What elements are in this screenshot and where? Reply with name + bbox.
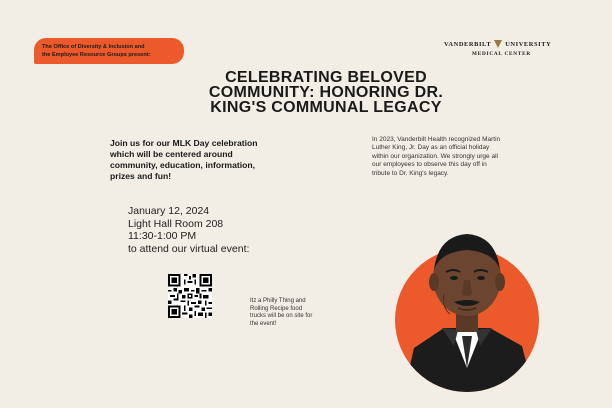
side-line-3: within our organization. We strongly urge all [372, 152, 498, 160]
food-line-2: Rolling Recipe food [250, 305, 303, 312]
title-line-1: CELEBRATING BELOVED [225, 69, 427, 86]
title-line-2: COMMUNITY: HONORING DR. [208, 84, 444, 101]
vanderbilt-logo [444, 40, 564, 64]
side-line-4: our employees to observe this day off in [372, 161, 487, 169]
title-line-3: KING'S COMMUNAL LEGACY [210, 99, 442, 116]
vanderbilt-v-icon [494, 40, 502, 48]
logo-subtitle: MEDICAL CENTER [472, 51, 531, 57]
side-line-2: Luther King, Jr. Day as an official holiday [372, 144, 490, 152]
food-line-3: trucks will be on site for [250, 313, 313, 320]
logo-left-word: VANDERBILT [444, 40, 492, 48]
side-line-1: In 2023, Vanderbilt Health recognized Martin [372, 136, 501, 143]
badge-line-1: The Office of Diversity & Inclusion and [42, 44, 145, 50]
page-title [196, 70, 456, 115]
intro-text [110, 138, 300, 182]
food-line-4: the event! [250, 320, 277, 327]
event-date: January 12, 2024 [128, 205, 210, 217]
event-details [128, 205, 328, 255]
intro-line-2: which will be centered around [110, 149, 233, 159]
food-line-1: Itz a Philly Thing and [250, 298, 306, 304]
presenter-badge [34, 38, 184, 64]
logo-right-word: UNIVERSITY [505, 40, 552, 48]
badge-line-2: the Employee Resource Groups present: [42, 52, 151, 58]
holiday-note [372, 136, 522, 178]
event-time: 11:30-1:00 PM [128, 230, 197, 243]
qr-code-icon[interactable] [168, 274, 212, 318]
food-truck-note [250, 298, 330, 328]
side-line-5: tribute to Dr. King's legacy. [372, 169, 449, 177]
mlk-portrait-illustration [394, 218, 540, 392]
event-location: Light Hall Room 208 [128, 217, 224, 230]
intro-line-4: prizes and fun! [110, 171, 172, 181]
intro-line-1: Join us for our MLK Day celebration [110, 138, 258, 148]
event-virtual-label: to attend our virtual event: [128, 242, 250, 255]
intro-line-3: community, education, information, [110, 160, 255, 170]
